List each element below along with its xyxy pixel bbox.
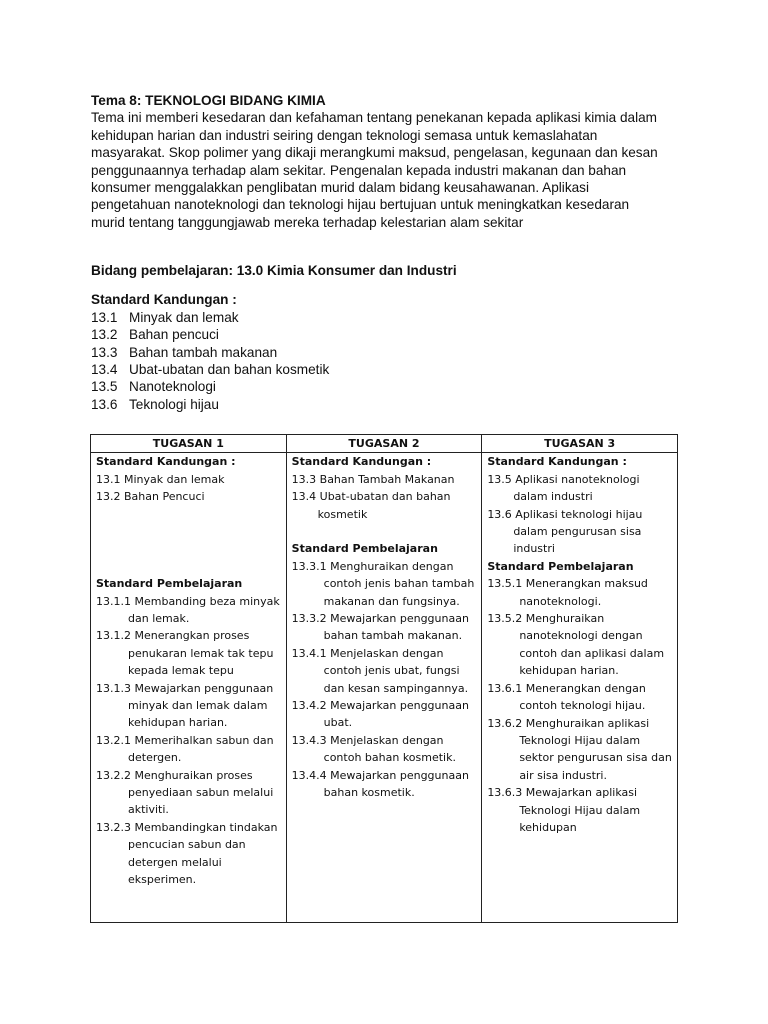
- list-item: 13.6 Teknologi hijau: [91, 396, 219, 412]
- cell-content-heading: Standard Kandungan :: [291, 455, 432, 469]
- cell-content-item: 13.4 Ubat-ubatan dan bahan kosmetik: [291, 490, 451, 521]
- cell-learning-item: 13.6.1 Menerangkan dengan contoh teknologi hijau.: [487, 681, 646, 713]
- cell-learning-item: 13.4.1 Menjelaskan dengan contoh jenis ubat, fungsi dan kesan sampingannya.: [291, 646, 469, 695]
- list-item: 13.2 Bahan pencuci: [91, 327, 219, 343]
- task-cell-1: [91, 453, 287, 923]
- list-item: 13.5 Nanoteknologi: [91, 379, 216, 395]
- cell-learning-item: 13.1.3 Mewajarkan penggunaan minyak dan lemak dalam kehidupan harian.: [96, 681, 274, 730]
- cell-learning-item: 13.6.3 Mewajarkan aplikasi Teknologi Hijau dalam kehidupan: [487, 786, 641, 834]
- cell-learning-item: 13.2.3 Membandingkan tindakan pencucian sabun dan detergen melalui eksperimen.: [96, 820, 278, 887]
- list-item: 13.4 Ubat-ubatan dan bahan kosmetik: [91, 362, 330, 378]
- task-cell-3: [482, 453, 678, 923]
- cell-content-item: 13.6 Aplikasi teknologi hijau dalam pengurusan sisa industri: [487, 507, 643, 556]
- cell-learning-heading: Standard Pembelajaran: [291, 542, 438, 556]
- intro-line: masyarakat. Skop polimer yang dikaji merangkumi maksud, pengelasan, kegunaan dan kesan: [91, 145, 658, 161]
- cell-content-item: 13.5 Aplikasi nanoteknologi dalam industri: [487, 472, 640, 504]
- intro-line: konsumer menggalakkan penglibatan murid dalam bidang keusahawanan. Aplikasi: [91, 180, 589, 196]
- cell-learning-item: 13.4.4 Mewajarkan penggunaan bahan kosmetik.: [291, 768, 469, 800]
- column-header: TUGASAN 3: [482, 435, 678, 453]
- cell-learning-item: 13.3.2 Mewajarkan penggunaan bahan tambah makanan.: [291, 612, 469, 643]
- content-standard-heading: Standard Kandungan :: [91, 292, 237, 308]
- column-header: TUGASAN 1: [91, 435, 287, 453]
- intro-line: pengetahuan nanoteknologi dan teknologi hijau bertujuan untuk meningkatkan kesedaran: [91, 197, 630, 213]
- list-item: 13.1 Minyak dan lemak: [91, 309, 239, 325]
- cell-learning-item: 13.4.2 Mewajarkan penggunaan ubat.: [291, 699, 469, 730]
- learning-area-heading: Bidang pembelajaran: 13.0 Kimia Konsumer dan Industri: [91, 263, 457, 278]
- cell-learning-item: 13.2.1 Memerihalkan sabun dan detergen.: [96, 733, 274, 765]
- cell-learning-item: 13.1.1 Membanding beza minyak dan lemak.: [96, 594, 280, 625]
- intro-line: murid tentang tanggungjawab mereka terhadap kelestarian alam sekitar: [91, 214, 524, 230]
- cell-learning-item: 13.1.2 Menerangkan proses penukaran lemak tak tepu kepada lemak tepu: [96, 629, 274, 678]
- learning-area: [91, 262, 691, 413]
- cell-content-item: 13.1 Minyak dan lemak: [96, 472, 225, 486]
- table-row: [91, 453, 678, 923]
- cell-content-heading: Standard Kandungan :: [487, 455, 627, 469]
- cell-learning-item: 13.2.2 Menghuraikan proses penyediaan sabun melalui aktiviti.: [96, 768, 274, 817]
- intro-line: Tema ini memberi kesedaran dan kefahaman tentang penekanan kepada aplikasi kimia dalam: [91, 110, 657, 126]
- cell-content-item: 13.3 Bahan Tambah Makanan: [291, 472, 455, 486]
- cell-learning-item: 13.4.3 Menjelaskan dengan contoh bahan kosmetik.: [291, 733, 456, 765]
- task-cell-2: [286, 453, 482, 923]
- intro-line: penggunaannya terhadap alam sekitar. Pengenalan kepada industri makanan dan bahan: [91, 162, 627, 178]
- cell-content-item: 13.2 Bahan Pencuci: [96, 490, 205, 504]
- theme-title: Tema 8: TEKNOLOGI BIDANG KIMIA: [91, 93, 326, 108]
- cell-learning-item: 13.5.1 Menerangkan maksud nanoteknologi.: [487, 577, 648, 608]
- content-standard-list: [91, 309, 691, 413]
- theme-intro: [91, 92, 691, 231]
- cell-learning-heading: Standard Pembelajaran: [96, 577, 243, 591]
- cell-learning-heading: Standard Pembelajaran: [487, 559, 634, 573]
- table-header-row: [91, 435, 678, 453]
- cell-content-heading: Standard Kandungan :: [96, 455, 236, 469]
- cell-learning-item: 13.3.1 Menghuraikan dengan contoh jenis bahan tambah makanan dan fungsinya.: [291, 559, 475, 608]
- tasks-table: [90, 434, 678, 923]
- list-item: 13.3 Bahan tambah makanan: [91, 344, 278, 360]
- column-header: TUGASAN 2: [286, 435, 482, 453]
- cell-learning-item: 13.6.2 Menghuraikan aplikasi Teknologi Hijau dalam sektor pengurusan sisa dan air sisa industri.: [487, 716, 672, 782]
- intro-line: kehidupan harian dan industri seiring dengan teknologi semasa untuk kemaslahatan: [91, 127, 598, 143]
- cell-learning-item: 13.5.2 Menghuraikan nanoteknologi dengan contoh dan aplikasi dalam kehidupan harian.: [487, 612, 665, 678]
